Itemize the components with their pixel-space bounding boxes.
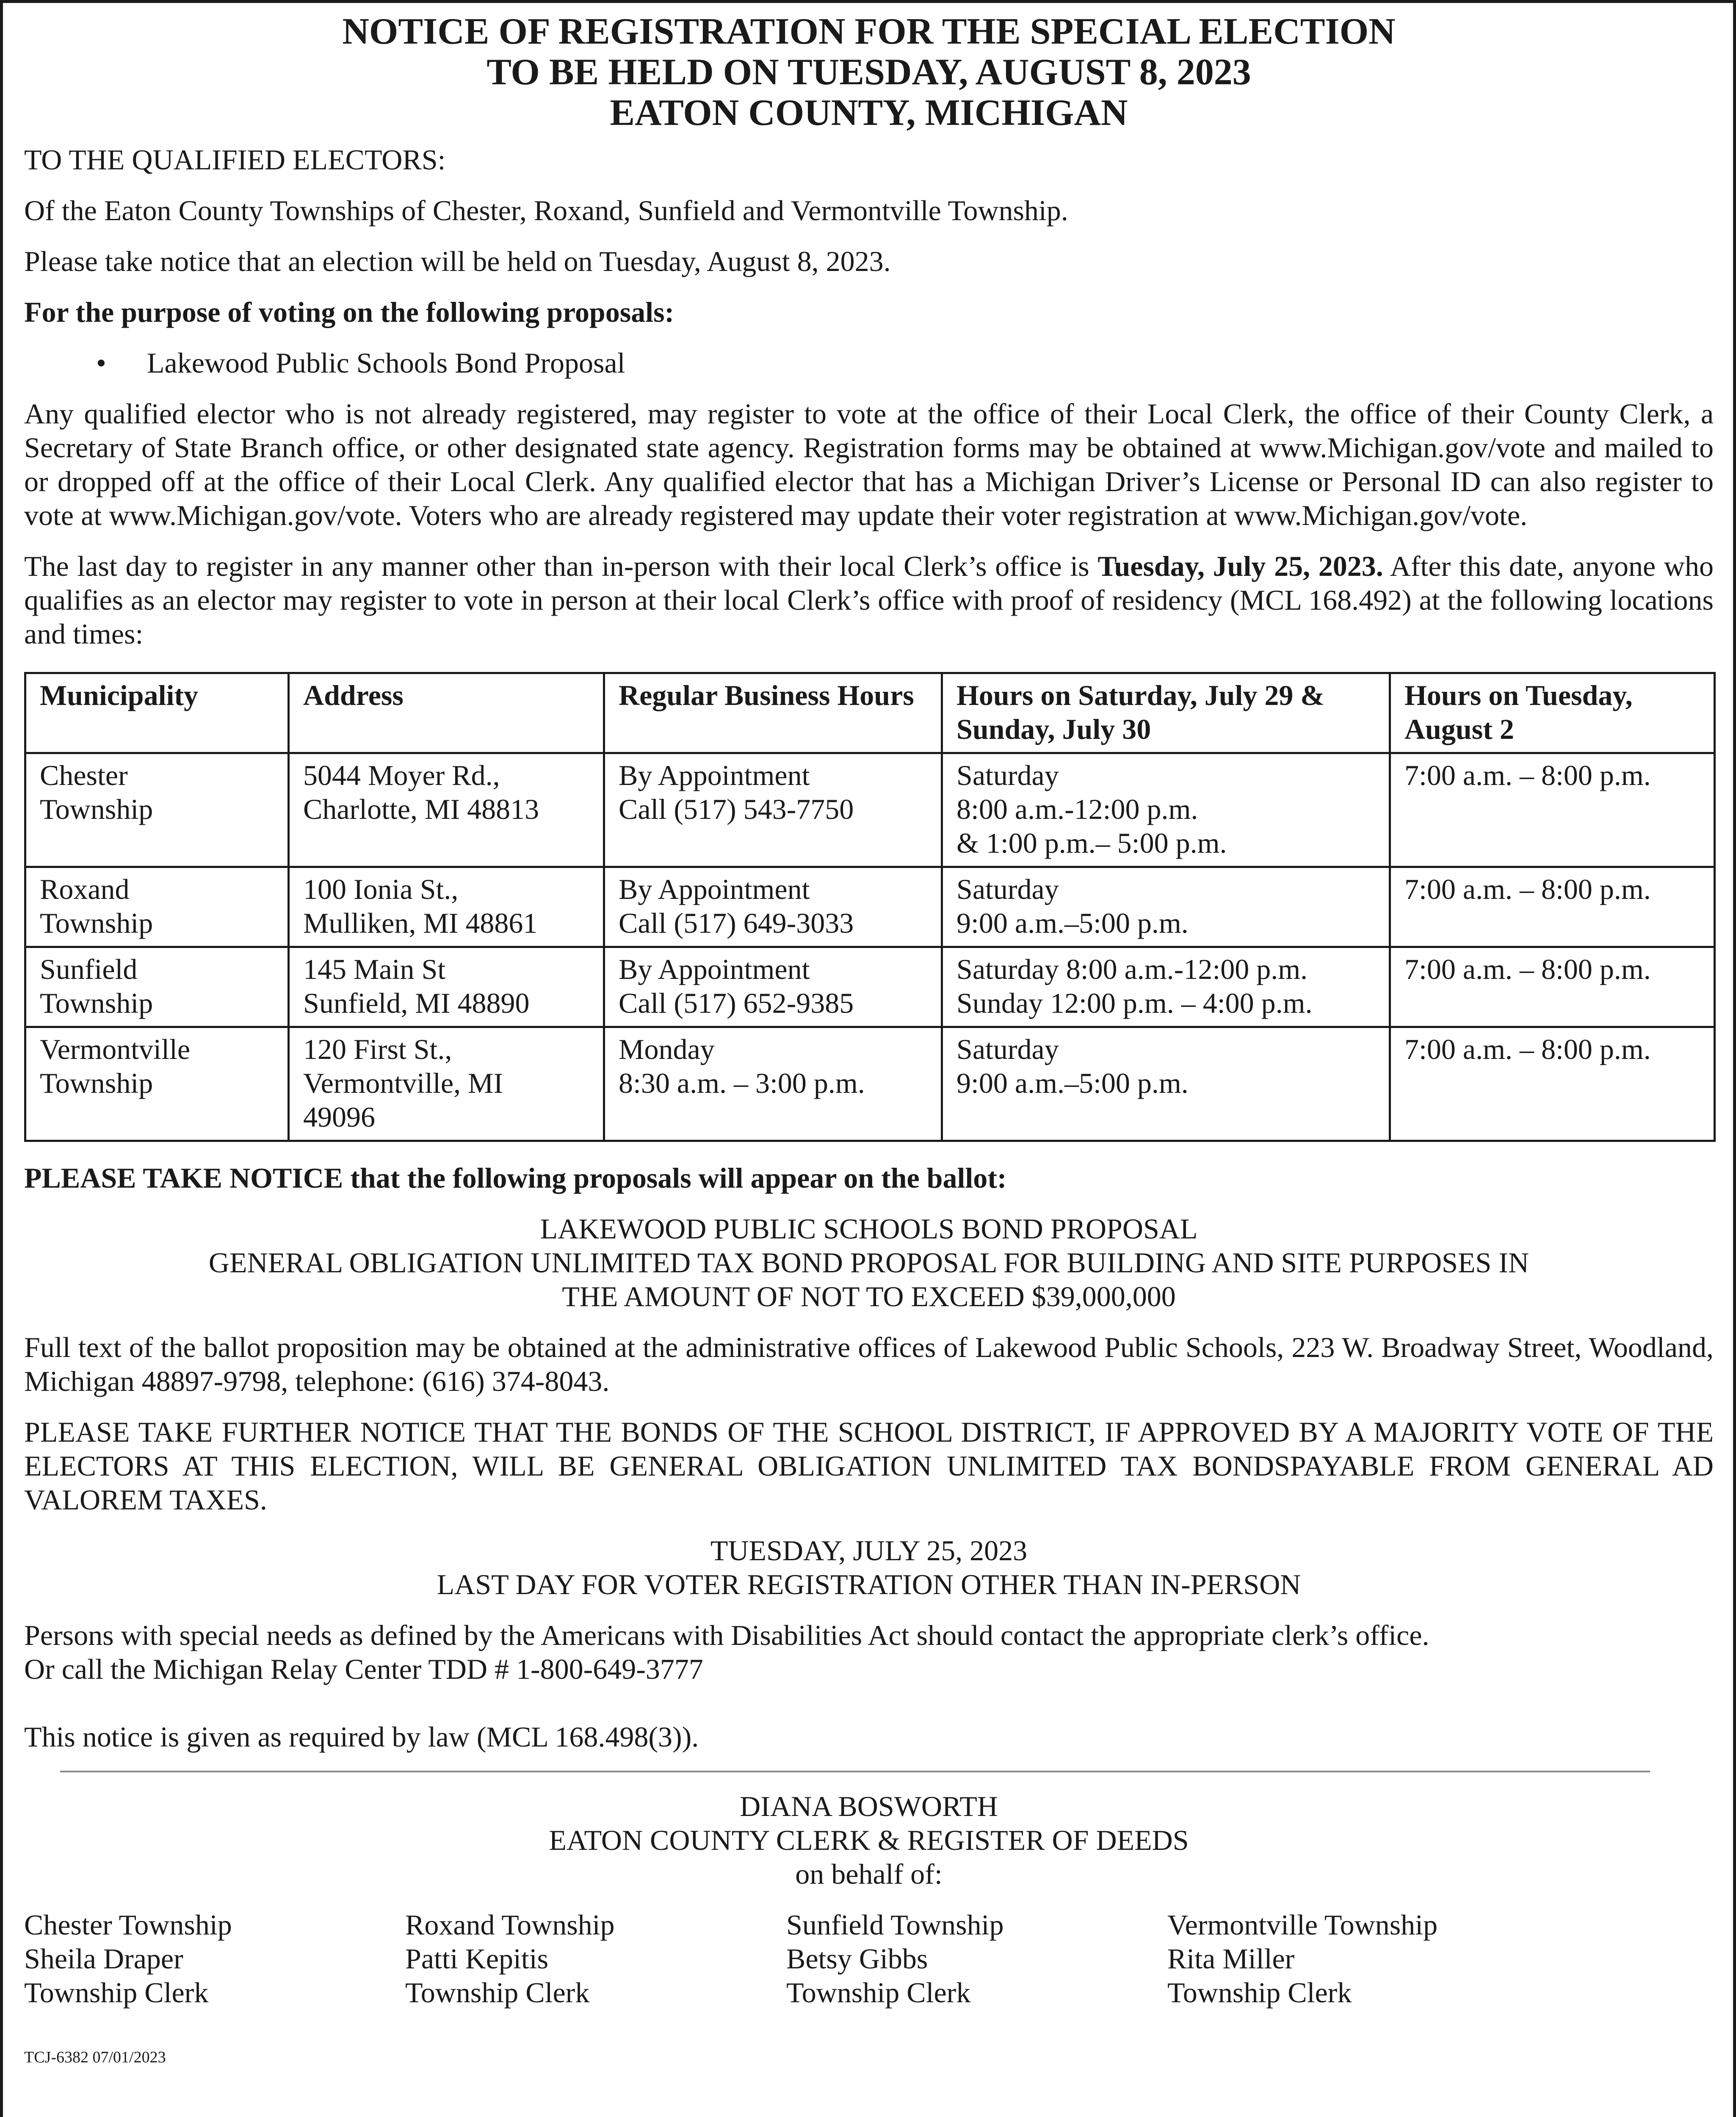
title-line: TO BE HELD ON TUESDAY, AUGUST 8, 2023 xyxy=(487,52,1251,93)
cell-line: By Appointment xyxy=(619,873,810,905)
table-row xyxy=(25,753,1715,867)
clerk-person: Rita Miller xyxy=(1167,1943,1295,1975)
column-header: Hours on Saturday, July 29 & Sunday, July 30 xyxy=(942,673,1390,753)
proposal-bullet-item xyxy=(96,346,1714,380)
column-header: Address xyxy=(289,673,604,753)
cell-line: 9:00 a.m.–5:00 p.m. xyxy=(956,907,1189,939)
municipality-cell xyxy=(25,1027,289,1141)
notice-title xyxy=(24,11,1714,133)
deadline-line: TUESDAY, JULY 25, 2023 xyxy=(710,1534,1028,1567)
tuesday-hours-cell: 7:00 a.m. – 8:00 p.m. xyxy=(1390,947,1715,1027)
on-behalf-of: on behalf of: xyxy=(795,1858,943,1890)
clerk-person: Sheila Draper xyxy=(24,1943,183,1975)
locations-table xyxy=(24,672,1716,1142)
salutation: TO THE QUALIFIED ELECTORS: xyxy=(24,144,446,176)
cell-line: Vermontville, MI xyxy=(303,1067,503,1099)
township-clerk xyxy=(405,1908,786,2009)
cell-line: 8:30 a.m. – 3:00 p.m. xyxy=(619,1067,865,1099)
cell-line: Vermontville xyxy=(40,1033,191,1065)
municipality-cell xyxy=(25,947,289,1027)
business-hours-cell xyxy=(604,753,942,867)
township-clerk xyxy=(786,1908,1167,2009)
cell-line: Saturday 8:00 a.m.-12:00 p.m. xyxy=(956,953,1308,985)
notice-content xyxy=(24,11,1714,2067)
proposal-title-line: LAKEWOOD PUBLIC SCHOOLS BOND PROPOSAL xyxy=(540,1213,1198,1245)
tuesday-hours-cell: 7:00 a.m. – 8:00 p.m. xyxy=(1390,753,1715,867)
cell-line: 145 Main St xyxy=(303,953,446,985)
relay-center-line: Or call the Michigan Relay Center TDD # 1-800-649-3777 xyxy=(24,1653,703,1685)
cell-line: Call (517) 649-3033 xyxy=(619,907,854,939)
title-line: NOTICE OF REGISTRATION FOR THE SPECIAL ELECTION xyxy=(342,11,1396,52)
column-header: Regular Business Hours xyxy=(604,673,942,753)
address-cell xyxy=(289,1027,604,1141)
township-clerks xyxy=(24,1908,1714,2009)
cell-line: Call (517) 543-7750 xyxy=(619,793,854,825)
deadline-line: LAST DAY FOR VOTER REGISTRATION OTHER THAN IN-PERSON xyxy=(437,1568,1301,1600)
accessibility-line: Persons with special needs as defined by the Americans with Disabilities Act should contact the appropriate clerk’s office. xyxy=(24,1619,1429,1651)
cell-line: Saturday xyxy=(956,873,1059,905)
cell-line: 100 Ionia St., xyxy=(303,873,459,905)
deadline-text-before: The last day to register in any manner other than in-person with their local Clerk’s office is xyxy=(24,550,1098,582)
cell-line: Saturday xyxy=(956,1033,1059,1065)
table-row xyxy=(25,1027,1715,1141)
ballot-notice-bold: PLEASE TAKE NOTICE xyxy=(24,1162,343,1194)
cell-line: Township xyxy=(40,793,153,825)
cell-line: By Appointment xyxy=(619,953,810,985)
weekend-hours-cell xyxy=(942,947,1390,1027)
clerk-township: Roxand Township xyxy=(405,1909,615,1941)
clerk-role: Township Clerk xyxy=(1167,1976,1352,2009)
cell-line: 9:00 a.m.–5:00 p.m. xyxy=(956,1067,1189,1099)
column-header: Municipality xyxy=(25,673,289,753)
tuesday-hours-cell: 7:00 a.m. – 8:00 p.m. xyxy=(1390,867,1715,947)
cell-line: Chester xyxy=(40,759,128,791)
cell-line: Monday xyxy=(619,1033,715,1065)
clerk-person: Patti Kepitis xyxy=(405,1943,549,1975)
proposal-title-line: GENERAL OBLIGATION UNLIMITED TAX BOND PROPOSAL FOR BUILDING AND SITE PURPOSES IN xyxy=(208,1246,1529,1279)
cell-line: 49096 xyxy=(303,1101,375,1133)
cell-line: 120 First St., xyxy=(303,1033,452,1065)
cell-line: & 1:00 p.m.– 5:00 p.m. xyxy=(956,827,1227,859)
signature-block xyxy=(24,1789,1714,1891)
cell-line: Charlotte, MI 48813 xyxy=(303,793,539,825)
full-text-paragraph: Full text of the ballot proposition may be obtained at the administrative offices of Lakewood Public Schools, 223 W. Broadway Street, Woodland, Michigan 48897-9798, telephone: (616) 374-8043. xyxy=(24,1331,1714,1397)
municipality-cell xyxy=(25,753,289,867)
clerk-township: Vermontville Township xyxy=(1167,1909,1438,1941)
cell-line: Sunfield xyxy=(40,953,138,985)
cell-line: Sunfield, MI 48890 xyxy=(303,987,530,1019)
proposal-title-line: THE AMOUNT OF NOT TO EXCEED $39,000,000 xyxy=(562,1280,1176,1313)
deadline-text-after: After this date, anyone who qualifies as an elector may register to vote in person at their local Clerk’s office with proof of residency (MCL 168.492) at the following locations and times: xyxy=(24,550,1714,650)
cell-line: Township xyxy=(40,907,153,939)
cell-line: Mulliken, MI 48861 xyxy=(303,907,538,939)
address-cell xyxy=(289,867,604,947)
column-header: Hours on Tuesday, August 2 xyxy=(1390,673,1715,753)
table-header-row xyxy=(25,673,1715,753)
cell-line: Saturday xyxy=(956,759,1059,791)
clerk-office: EATON COUNTY CLERK & REGISTER OF DEEDS xyxy=(549,1824,1189,1856)
cell-line: Township xyxy=(40,1067,153,1099)
bullet-icon: • xyxy=(96,347,106,379)
tuesday-hours-cell: 7:00 a.m. – 8:00 p.m. xyxy=(1390,1027,1715,1141)
purpose-heading: For the purpose of voting on the following proposals: xyxy=(24,296,674,328)
cell-line: Sunday 12:00 p.m. – 4:00 p.m. xyxy=(956,987,1313,1019)
cell-line: Township xyxy=(40,987,153,1019)
clerk-role: Township Clerk xyxy=(24,1976,209,2009)
clerk-role: Township Clerk xyxy=(786,1976,971,2009)
weekend-hours-cell xyxy=(942,753,1390,867)
further-notice-paragraph: PLEASE TAKE FURTHER NOTICE THAT THE BONDS OF THE SCHOOL DISTRICT, IF APPROVED BY A MAJORITY VOTE OF THE ELECTORS AT THIS ELECTION, WILL BE GENERAL OBLIGATION UNLIMITED TAX BONDSPAYABLE FROM GENERAL AD VALOREM TAXES. xyxy=(24,1416,1714,1516)
registration-deadline-block xyxy=(24,1534,1714,1601)
business-hours-cell xyxy=(604,947,942,1027)
table-row xyxy=(25,867,1715,947)
clerk-township: Sunfield Township xyxy=(786,1909,1004,1941)
table-row xyxy=(25,947,1715,1027)
address-cell xyxy=(289,753,604,867)
township-clerk xyxy=(24,1908,405,2009)
cell-line: Call (517) 652-9385 xyxy=(619,987,854,1019)
clerk-role: Township Clerk xyxy=(405,1976,590,2009)
township-clerk xyxy=(1167,1908,1548,2009)
clerk-name: DIANA BOSWORTH xyxy=(740,1790,998,1822)
cell-line: 8:00 a.m.-12:00 p.m. xyxy=(956,793,1198,825)
cell-line: Roxand xyxy=(40,873,130,905)
deadline-date: Tuesday, July 25, 2023. xyxy=(1097,550,1383,582)
footer-code: TCJ-6382 07/01/2023 xyxy=(24,2048,166,2066)
business-hours-cell xyxy=(604,1027,942,1141)
weekend-hours-cell xyxy=(942,1027,1390,1141)
proposal-title-block xyxy=(24,1212,1714,1313)
proposal-name: Lakewood Public Schools Bond Proposal xyxy=(147,347,625,379)
election-notice: Please take notice that an election will be held on Tuesday, August 8, 2023. xyxy=(24,245,891,277)
ballot-notice xyxy=(24,1161,1714,1195)
ballot-notice-rest: that the following proposals will appear on the ballot: xyxy=(343,1162,1007,1194)
legal-notice: This notice is given as required by law (MCL 168.498(3)). xyxy=(24,1721,699,1753)
clerk-person: Betsy Gibbs xyxy=(786,1943,928,1975)
cell-line: By Appointment xyxy=(619,759,810,791)
title-line: EATON COUNTY, MICHIGAN xyxy=(610,92,1128,133)
clerk-township: Chester Township xyxy=(24,1909,232,1941)
weekend-hours-cell xyxy=(942,867,1390,947)
townships-line: Of the Eaton County Townships of Chester, Roxand, Sunfield and Vermontville Township. xyxy=(24,194,1068,227)
deadline-paragraph xyxy=(24,549,1714,651)
cell-line: 5044 Moyer Rd., xyxy=(303,759,500,791)
registration-paragraph: Any qualified elector who is not already registered, may register to vote at the office of their Local Clerk, the office of their County Clerk, a Secretary of State Branch office, or other designated state agency. Registration forms may be obtained at www.Michigan.gov/vote and mailed to or dropped off at the office of their Local Clerk. Any qualified elector that has a Michigan Driver’s License or Personal ID can also register to vote at www.Michigan.gov/vote. Voters who are already registered may update their voter registration at www.Michigan.gov/vote. xyxy=(24,398,1714,531)
business-hours-cell xyxy=(604,867,942,947)
municipality-cell xyxy=(25,867,289,947)
address-cell xyxy=(289,947,604,1027)
